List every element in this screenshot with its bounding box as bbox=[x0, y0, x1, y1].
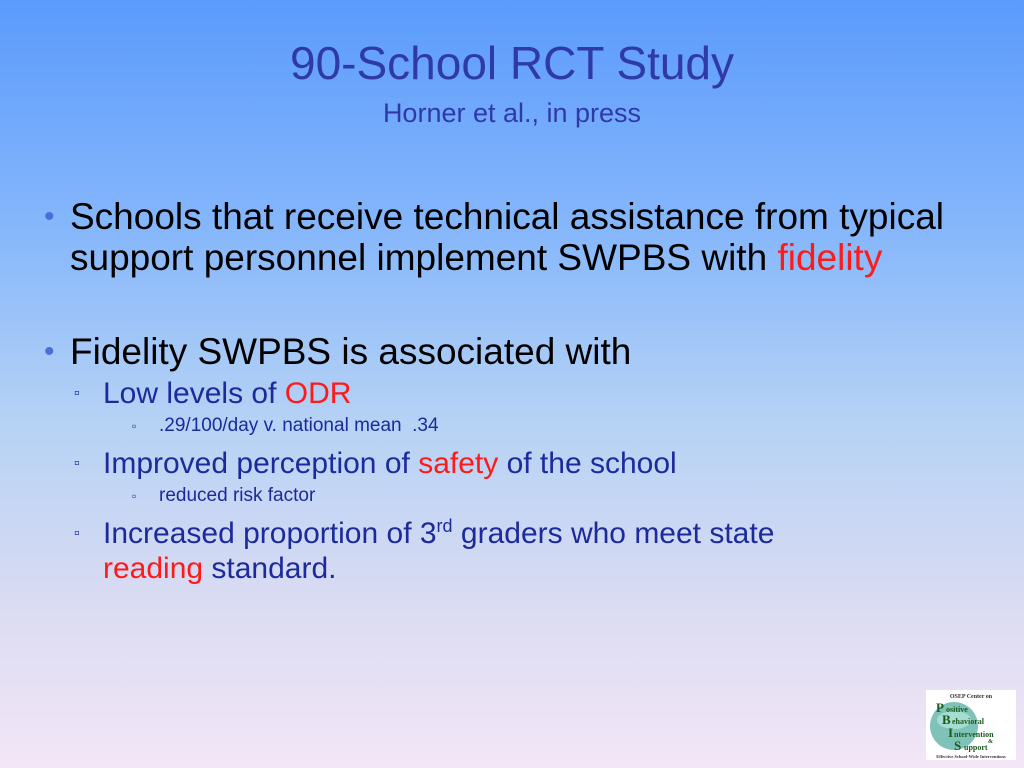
superscript-rd: rd bbox=[436, 516, 453, 536]
logo-word-positive: ositive bbox=[946, 705, 968, 714]
subbullet-improved-safety bbox=[38, 446, 998, 481]
logo-header: OSEP Center on bbox=[949, 694, 993, 700]
detail-odr-rate bbox=[38, 414, 998, 438]
bullet-text: Fidelity SWPBS is associated with bbox=[70, 331, 632, 372]
square-bullet-icon: ▫ bbox=[74, 455, 80, 472]
subbullet-text: Low levels of bbox=[103, 377, 285, 410]
spacer bbox=[38, 278, 998, 331]
slide-subtitle: Horner et al., in press bbox=[382, 98, 642, 128]
subbullet-text-after: of the school bbox=[498, 447, 677, 480]
highlight-odr: ODR bbox=[284, 377, 352, 410]
logo-letter-b: B bbox=[942, 712, 951, 727]
pbis-logo-graphic bbox=[926, 690, 1016, 760]
highlight-reading: reading bbox=[103, 552, 204, 585]
subbullet-text-end: standard. bbox=[203, 552, 337, 585]
subbullet-text: Increased proportion of 3 bbox=[103, 517, 437, 550]
detail-risk-factor bbox=[38, 484, 998, 508]
logo-word-behavioral: ehavioral bbox=[952, 717, 984, 726]
logo-ampersand: & bbox=[988, 739, 993, 745]
slide-title: 90-School RCT Study bbox=[289, 37, 735, 89]
square-bullet-icon: ▫ bbox=[132, 419, 137, 433]
subbullet-reading-standard bbox=[38, 516, 998, 586]
detail-text: reduced risk factor bbox=[159, 485, 316, 506]
subbullet-text-after: graders who meet state bbox=[452, 517, 775, 550]
logo-letter-i: I bbox=[948, 725, 954, 740]
bullet-dot-icon: • bbox=[44, 200, 55, 233]
bullet-dot-icon: • bbox=[44, 335, 55, 368]
bullet-text: Schools that receive technical assistance from typical support personnel implement SWPBS with bbox=[70, 196, 945, 278]
subbullet-text: Improved perception of bbox=[103, 447, 419, 480]
logo-footer: Effective School-Wide Interventions bbox=[936, 754, 1006, 759]
logo-letter-p: P bbox=[936, 700, 944, 715]
spacer bbox=[38, 438, 998, 446]
logo-letter-s: S bbox=[954, 738, 962, 753]
slide-content bbox=[38, 196, 998, 586]
square-bullet-icon: ▫ bbox=[74, 525, 80, 542]
bullet-fidelity-associated bbox=[38, 331, 998, 372]
detail-text: .29/100/day v. national mean .34 bbox=[159, 415, 439, 436]
spacer bbox=[38, 508, 998, 516]
highlight-safety: safety bbox=[418, 447, 499, 480]
square-bullet-icon: ▫ bbox=[74, 385, 80, 402]
subbullet-low-odr bbox=[38, 376, 998, 411]
pbis-logo bbox=[926, 690, 1016, 760]
square-bullet-icon: ▫ bbox=[132, 489, 137, 503]
logo-word-intervention: ntervention bbox=[954, 730, 994, 739]
bullet-schools-assistance bbox=[38, 196, 998, 278]
logo-word-support: upport bbox=[964, 743, 988, 752]
highlight-fidelity: fidelity bbox=[777, 237, 883, 278]
